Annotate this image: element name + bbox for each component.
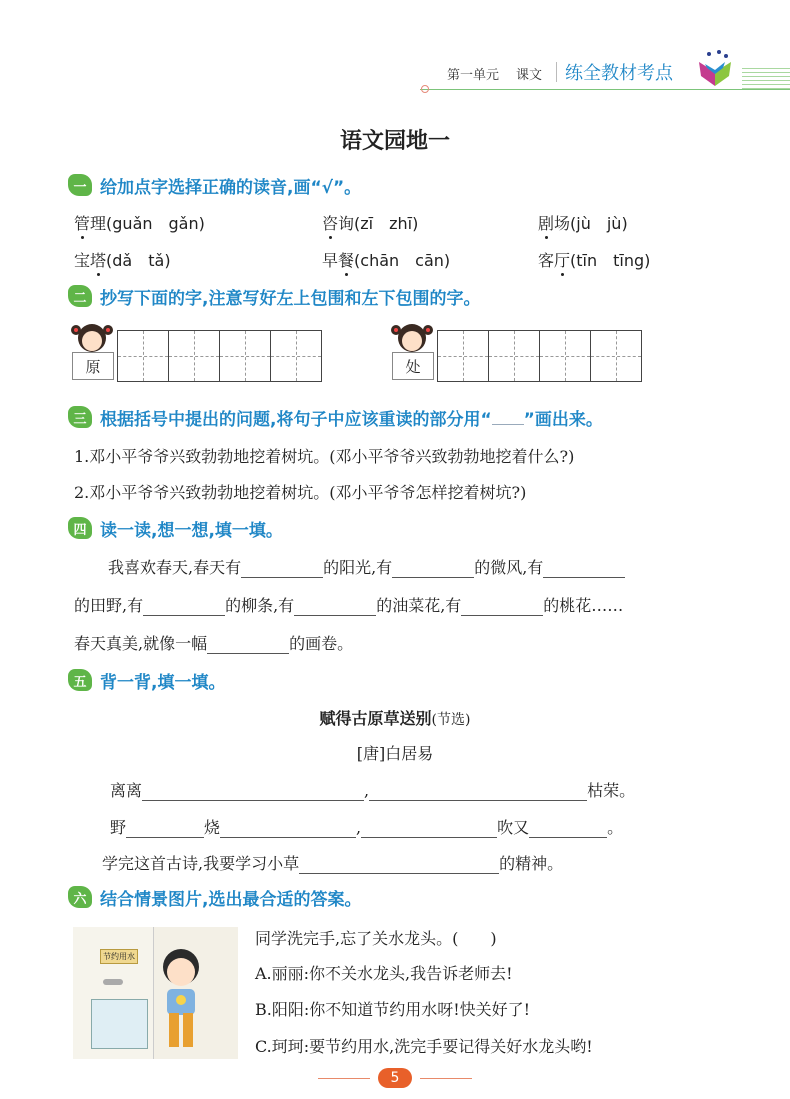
char: 理: [90, 214, 107, 233]
text-run: 的田野,有: [74, 596, 144, 615]
fill-blank[interactable]: [361, 819, 497, 838]
section-badge: 二: [68, 285, 92, 307]
option-b[interactable]: B.阳阳:你不知道节约用水呀!快关好了!: [255, 1000, 531, 1019]
dotted-char: 餐: [338, 251, 355, 270]
char: 询: [338, 214, 355, 233]
page-title: 语文园地一: [339, 129, 450, 154]
section-instruction: 抄写下面的字,注意写好左上包围和左下包围的字。: [100, 288, 481, 309]
fill-blank[interactable]: [529, 819, 607, 838]
pinyin-options: (chān cān): [354, 251, 451, 270]
section-5-heading: [68, 667, 225, 693]
poem-line-2: [110, 815, 623, 838]
text-run: 离离: [110, 781, 143, 800]
page-number: 5: [378, 1068, 412, 1088]
section-instruction: 给加点字选择正确的读音,画“√”。: [100, 177, 362, 198]
faucet-icon: [103, 979, 123, 985]
book-logo-icon: [695, 48, 737, 88]
sentence-2[interactable]: 2.邓小平爷爷兴致勃勃地挖着树坑。(邓小平爷爷怎样挖着树坑?): [74, 483, 527, 502]
pinyin-item: [74, 248, 171, 271]
pinyin-options: (jù jù): [570, 214, 628, 233]
dotted-char: 厅: [554, 251, 571, 270]
fill-blank[interactable]: [461, 597, 543, 616]
header-line: [420, 89, 790, 90]
header-brand: 练全教材考点: [565, 63, 673, 84]
poem-title-text: 赋得古原草送别: [319, 709, 432, 728]
section-1-heading: [68, 172, 361, 198]
fill-blank[interactable]: [241, 559, 323, 578]
footer-line-left: [318, 1078, 370, 1079]
fill-blank[interactable]: [143, 597, 225, 616]
section-badge: 三: [68, 406, 92, 428]
header-lesson: 课文: [516, 68, 543, 83]
section-6-heading: [68, 884, 361, 910]
footer-line-right: [420, 1078, 472, 1079]
fill-blank[interactable]: [294, 597, 376, 616]
section-instruction-end: ”画出来。: [523, 409, 603, 430]
poem-title: [0, 706, 790, 729]
paragraph-line: [74, 631, 353, 654]
text-run: 的油菜花,有: [376, 596, 462, 615]
pinyin-options: (tīn tīng): [570, 251, 651, 270]
section-badge: 五: [68, 669, 92, 691]
pinyin-options: (dǎ tǎ): [106, 251, 171, 270]
text-run: 学完这首古诗,我要学习小草: [102, 854, 300, 873]
section-instruction: 读一读,想一想,填一填。: [100, 520, 283, 541]
section-2-heading: [68, 283, 480, 309]
fill-blank[interactable]: [392, 559, 474, 578]
model-char-card: 原: [72, 352, 114, 380]
writing-grid[interactable]: [437, 330, 642, 382]
question: 同学洗完手,忘了关水龙头。( ): [255, 929, 497, 948]
text-run: 我喜欢春天,春天有: [108, 558, 242, 577]
text-run: 的画卷。: [289, 634, 354, 653]
char: 宝: [74, 251, 91, 270]
char: 客: [538, 251, 555, 270]
section-3-heading: [68, 404, 603, 430]
dotted-char: 管: [74, 214, 91, 233]
dotted-char: 咨: [322, 214, 339, 233]
section-4-heading: [68, 515, 283, 541]
paragraph-line: [108, 555, 625, 578]
section-badge: 六: [68, 886, 92, 908]
fill-blank[interactable]: [142, 782, 364, 801]
pinyin-options: (guǎn gǎn): [106, 214, 205, 233]
sentence-1[interactable]: 1.邓小平爷爷兴致勃勃地挖着树坑。(邓小平爷爷兴致勃勃地挖着什么?): [74, 447, 575, 466]
fill-blank[interactable]: [299, 855, 499, 874]
scene-illustration: [73, 927, 238, 1059]
text-run: 野: [110, 818, 127, 837]
text-run: 的微风,有: [474, 558, 544, 577]
fill-blank[interactable]: [543, 559, 625, 578]
section-badge: 四: [68, 517, 92, 539]
poem-author: [唐]白居易: [356, 744, 434, 763]
fill-blank[interactable]: [126, 819, 204, 838]
fill-blank[interactable]: [207, 635, 289, 654]
poem-line-1: [110, 778, 635, 801]
char: 场: [554, 214, 571, 233]
section-instruction: 根据括号中提出的问题,将句子中应该重读的部分用“: [100, 409, 492, 430]
text-run: ,: [356, 818, 362, 837]
dotted-char: 剧: [538, 214, 555, 233]
header-divider: [556, 62, 557, 82]
model-char-card: 处: [392, 352, 434, 380]
section-instruction: 背一背,填一填。: [100, 672, 226, 693]
header-unit: 第一单元: [447, 68, 500, 83]
section-instruction: 结合情景图片,选出最合适的答案。: [100, 889, 362, 910]
poem-line-3: [102, 851, 563, 874]
header-circle-icon: [421, 85, 429, 93]
text-run: 春天真美,就像一幅: [74, 634, 208, 653]
poem-note: (节选): [431, 712, 471, 728]
text-run: 。: [607, 818, 624, 837]
fill-blank[interactable]: [220, 819, 356, 838]
header-stripes: [742, 68, 790, 90]
text-run: 吹又: [497, 818, 530, 837]
dotted-char: 塔: [90, 251, 107, 270]
text-run: 枯荣。: [587, 781, 636, 800]
text-run: 的阳光,有: [323, 558, 393, 577]
option-c[interactable]: C.珂珂:要节约用水,洗完手要记得关好水龙头哟!: [255, 1037, 593, 1056]
pinyin-item: [538, 248, 650, 271]
underline-sample: [492, 410, 524, 425]
boy-illustration-icon: [153, 945, 213, 1055]
pinyin-item: [322, 211, 418, 234]
writing-grid[interactable]: [117, 330, 322, 382]
text-run: 的精神。: [499, 854, 564, 873]
pinyin-options: (zī zhī): [354, 214, 419, 233]
text-run: 烧: [204, 818, 221, 837]
fill-blank[interactable]: [369, 782, 587, 801]
text-run: ,: [364, 781, 370, 800]
pinyin-item: [538, 211, 628, 234]
pinyin-item: [322, 248, 450, 271]
paragraph-line: [74, 593, 623, 616]
option-a[interactable]: A.丽丽:你不关水龙头,我告诉老师去!: [255, 964, 513, 983]
text-run: 的柳条,有: [225, 596, 295, 615]
char: 早: [322, 251, 339, 270]
section-badge: 一: [68, 174, 92, 196]
pinyin-item: [74, 211, 205, 234]
text-run: 的桃花……: [543, 596, 624, 615]
sink: [91, 999, 148, 1049]
sign-label: 节约用水: [100, 949, 138, 964]
